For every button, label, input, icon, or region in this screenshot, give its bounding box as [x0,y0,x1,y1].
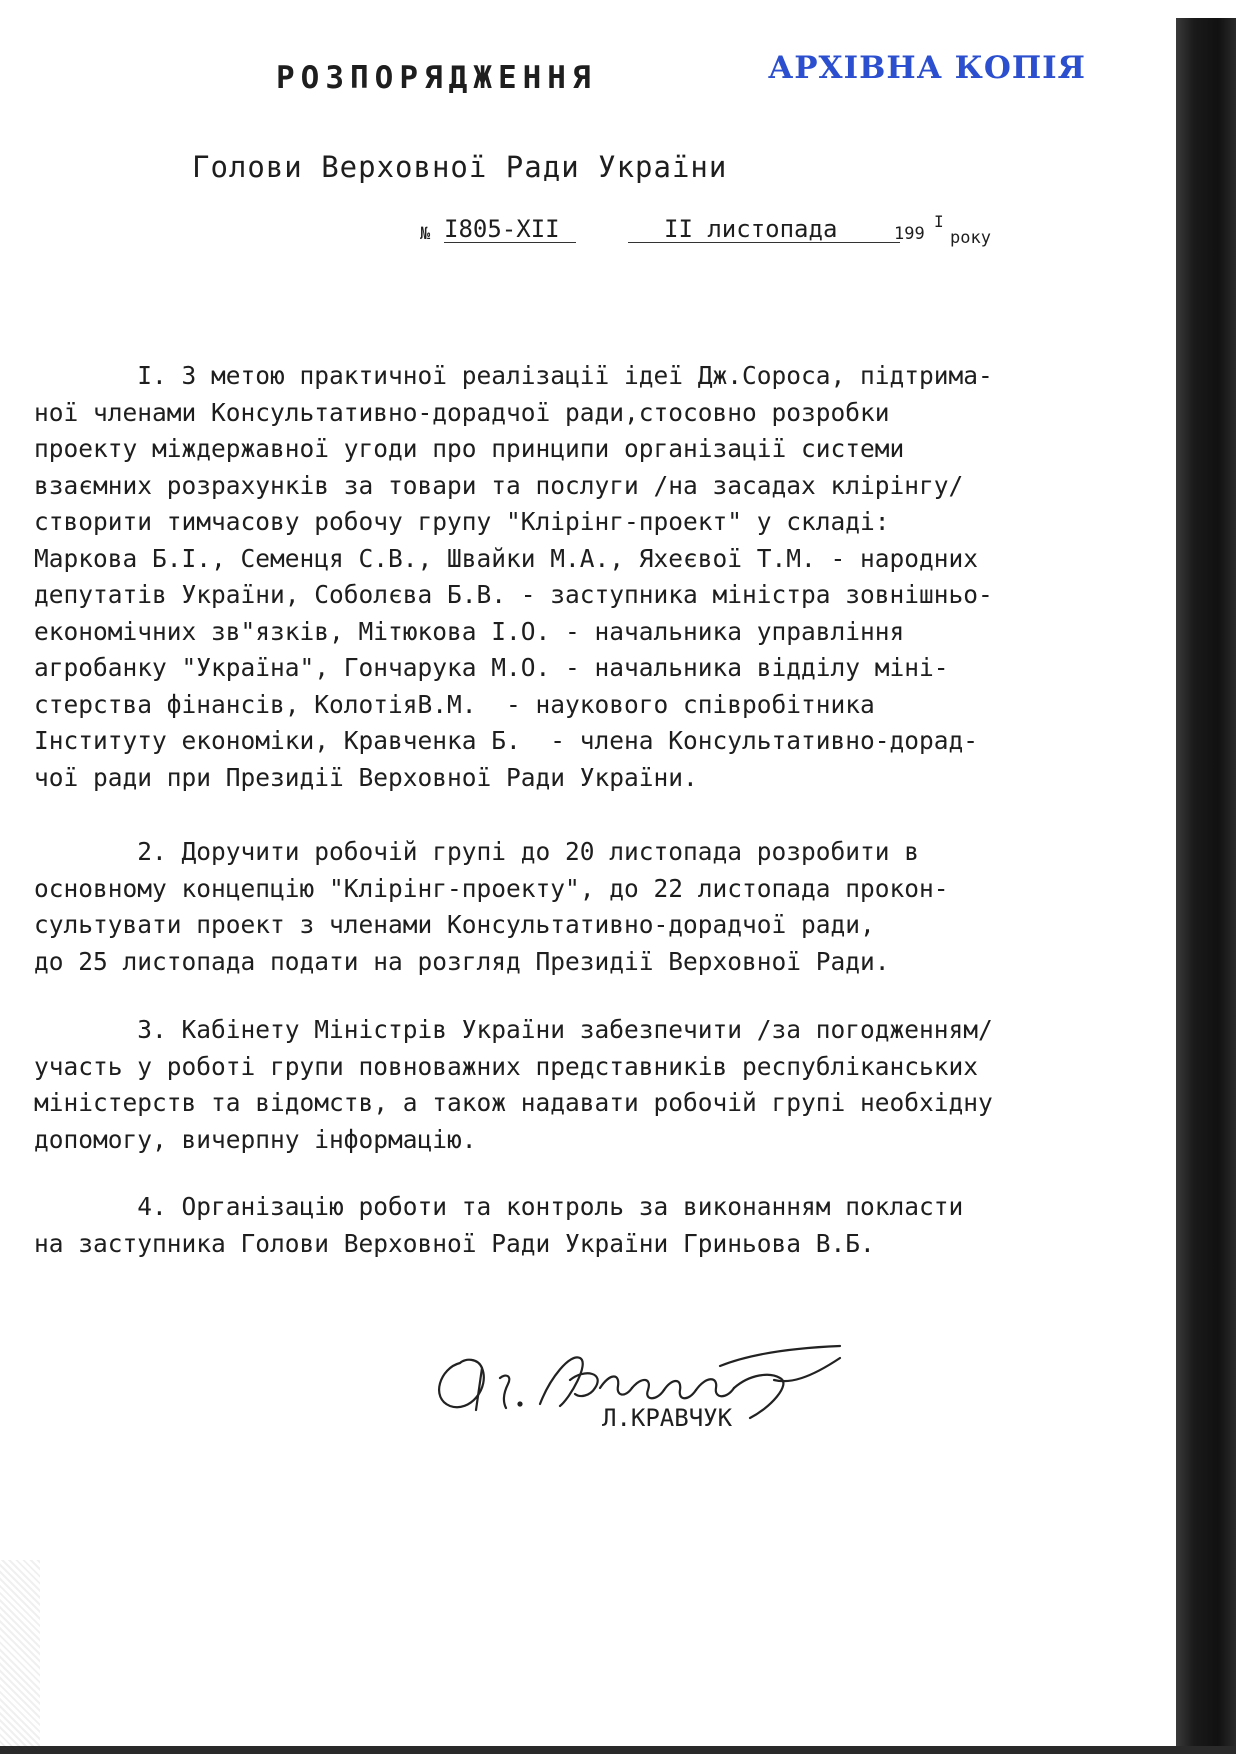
text-line: допомогу, вичерпну інформацію. [34,1124,477,1154]
number-sign: № [420,224,431,244]
text-line: участь у роботі групи повноважних представників республіканських [34,1051,979,1081]
text-line: I. З метою практичної реалізації ідеї Дж.Сороса, підтрима- [34,361,993,390]
document-number-line [420,212,1020,256]
text-line: 3. Кабінету Міністрів України забезпечити /за погодженням/ [34,1015,993,1044]
text-line: на заступника Голови Верховної Ради України Гриньова В.Б. [34,1228,875,1258]
text-line: 2. Доручити робочій групі до 20 листопада розробити в [34,837,920,866]
signer-name: Л.КРАВЧУК [602,1404,733,1432]
document-number: I805-XII [444,216,576,243]
paragraph-1 [34,358,1044,796]
paragraph-2 [34,834,1044,980]
scan-bottom-edge [0,1746,1236,1754]
text-line: депутатів України, Соболєва Б.В. - заступника міністра зовнішньо- [34,580,993,609]
document-title: РОЗПОРЯДЖЕННЯ [276,60,597,96]
scan-noise [0,1560,40,1750]
text-line: ної членами Консультативно-дорадчої ради,стосовно розробки [34,397,890,427]
archive-copy-stamp: АРХІВНА КОПІЯ [768,50,1086,86]
scan-dark-edge [1176,18,1236,1754]
year-prefix: 199 [894,224,925,244]
text-line: міністерств та відомств, а також надавати робочій групі необхідну [34,1088,993,1117]
text-line: сультувати проект з членами Консультативно-дорадчої ради, [34,910,875,939]
text-line: Інституту економіки, Кравченка Б. - члена Консультативно-дорад- [34,726,979,755]
text-line: створити тимчасову робочу групу "Клірінг-проект" у складі: [34,507,890,536]
paragraph-3 [34,1012,1044,1158]
year-digit: I [934,212,944,231]
text-line: стерства фінансів, КолотіяВ.М. - наукового співробітника [34,689,875,719]
text-line: Маркова Б.І., Семенця С.В., Швайки М.А., Яхеєвої Т.М. - народних [34,543,979,573]
document-subtitle: Голови Верховної Ради України [192,150,728,184]
text-line: агробанку "Україна", Гончарука М.О. - начальника відділу міні- [34,653,949,682]
paragraph-4 [34,1189,1044,1262]
text-line: до 25 листопада подати на розгляд Президії Верховної Ради. [34,946,890,976]
text-line: проекту міждержавної угоди про принципи організації системи [34,434,905,463]
year-suffix: року [950,228,991,248]
text-line: основному концепцію "Клірінг-проекту", до 22 листопада прокон- [34,873,949,903]
text-line: чої ради при Президії Верховної Ради України. [34,762,698,792]
text-line: 4. Організацію роботи та контроль за виконанням покласти [34,1192,964,1221]
text-line: взаємних розрахунків за товари та послуги /на засадах клірінгу/ [34,470,964,500]
text-line: економічних зв"язків, Мітюкова І.О. - начальника управління [34,616,905,646]
document-date: II листопада [628,216,900,243]
